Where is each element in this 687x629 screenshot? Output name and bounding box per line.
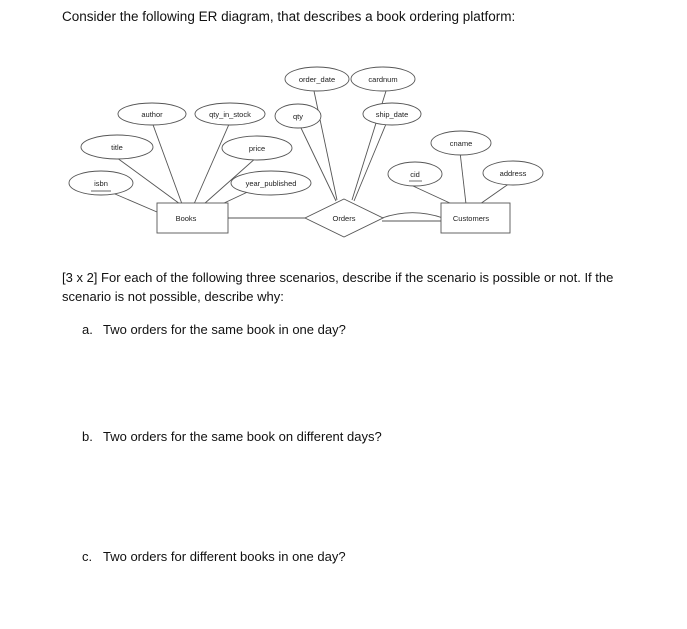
er-diagram: [0, 0, 687, 260]
label-orders: Orders: [332, 214, 356, 223]
question-b: [82, 429, 382, 444]
label-isbn: isbn: [94, 179, 108, 188]
label-qty: qty: [292, 112, 304, 121]
label-cardnum: cardnum: [368, 75, 398, 84]
intro-text: Consider the following ER diagram, that describes a book ordering platform:: [62, 9, 516, 24]
question-a: [82, 322, 346, 337]
label-books: Books: [175, 214, 197, 223]
label-ship-date: ship_date: [375, 110, 409, 119]
label-cid: cid: [410, 170, 420, 179]
label-year-published: year_published: [245, 179, 297, 188]
label-price: price: [248, 144, 266, 153]
label-cname: cname: [449, 139, 473, 148]
question-c: [82, 549, 346, 564]
label-qty-in-stock: qty_in_stock: [209, 110, 251, 119]
label-title: title: [111, 143, 123, 152]
scenario-instructions: [3 x 2] For each of the following three scenarios, describe if the scenario is possible or not. If the scenario is not possible, describe why:: [62, 270, 614, 304]
question-letter: c.: [82, 549, 93, 564]
question-text: Two orders for the same book on different days?: [103, 429, 382, 444]
label-customers: Customers: [452, 214, 490, 223]
question-text: Two orders for different books in one day?: [103, 549, 346, 564]
label-author: author: [141, 110, 163, 119]
label-order-date: order_date: [298, 75, 336, 84]
label-address: address: [499, 169, 527, 178]
question-text: Two orders for the same book in one day?: [103, 322, 346, 337]
question-letter: a.: [82, 322, 93, 337]
question-letter: b.: [82, 429, 93, 444]
